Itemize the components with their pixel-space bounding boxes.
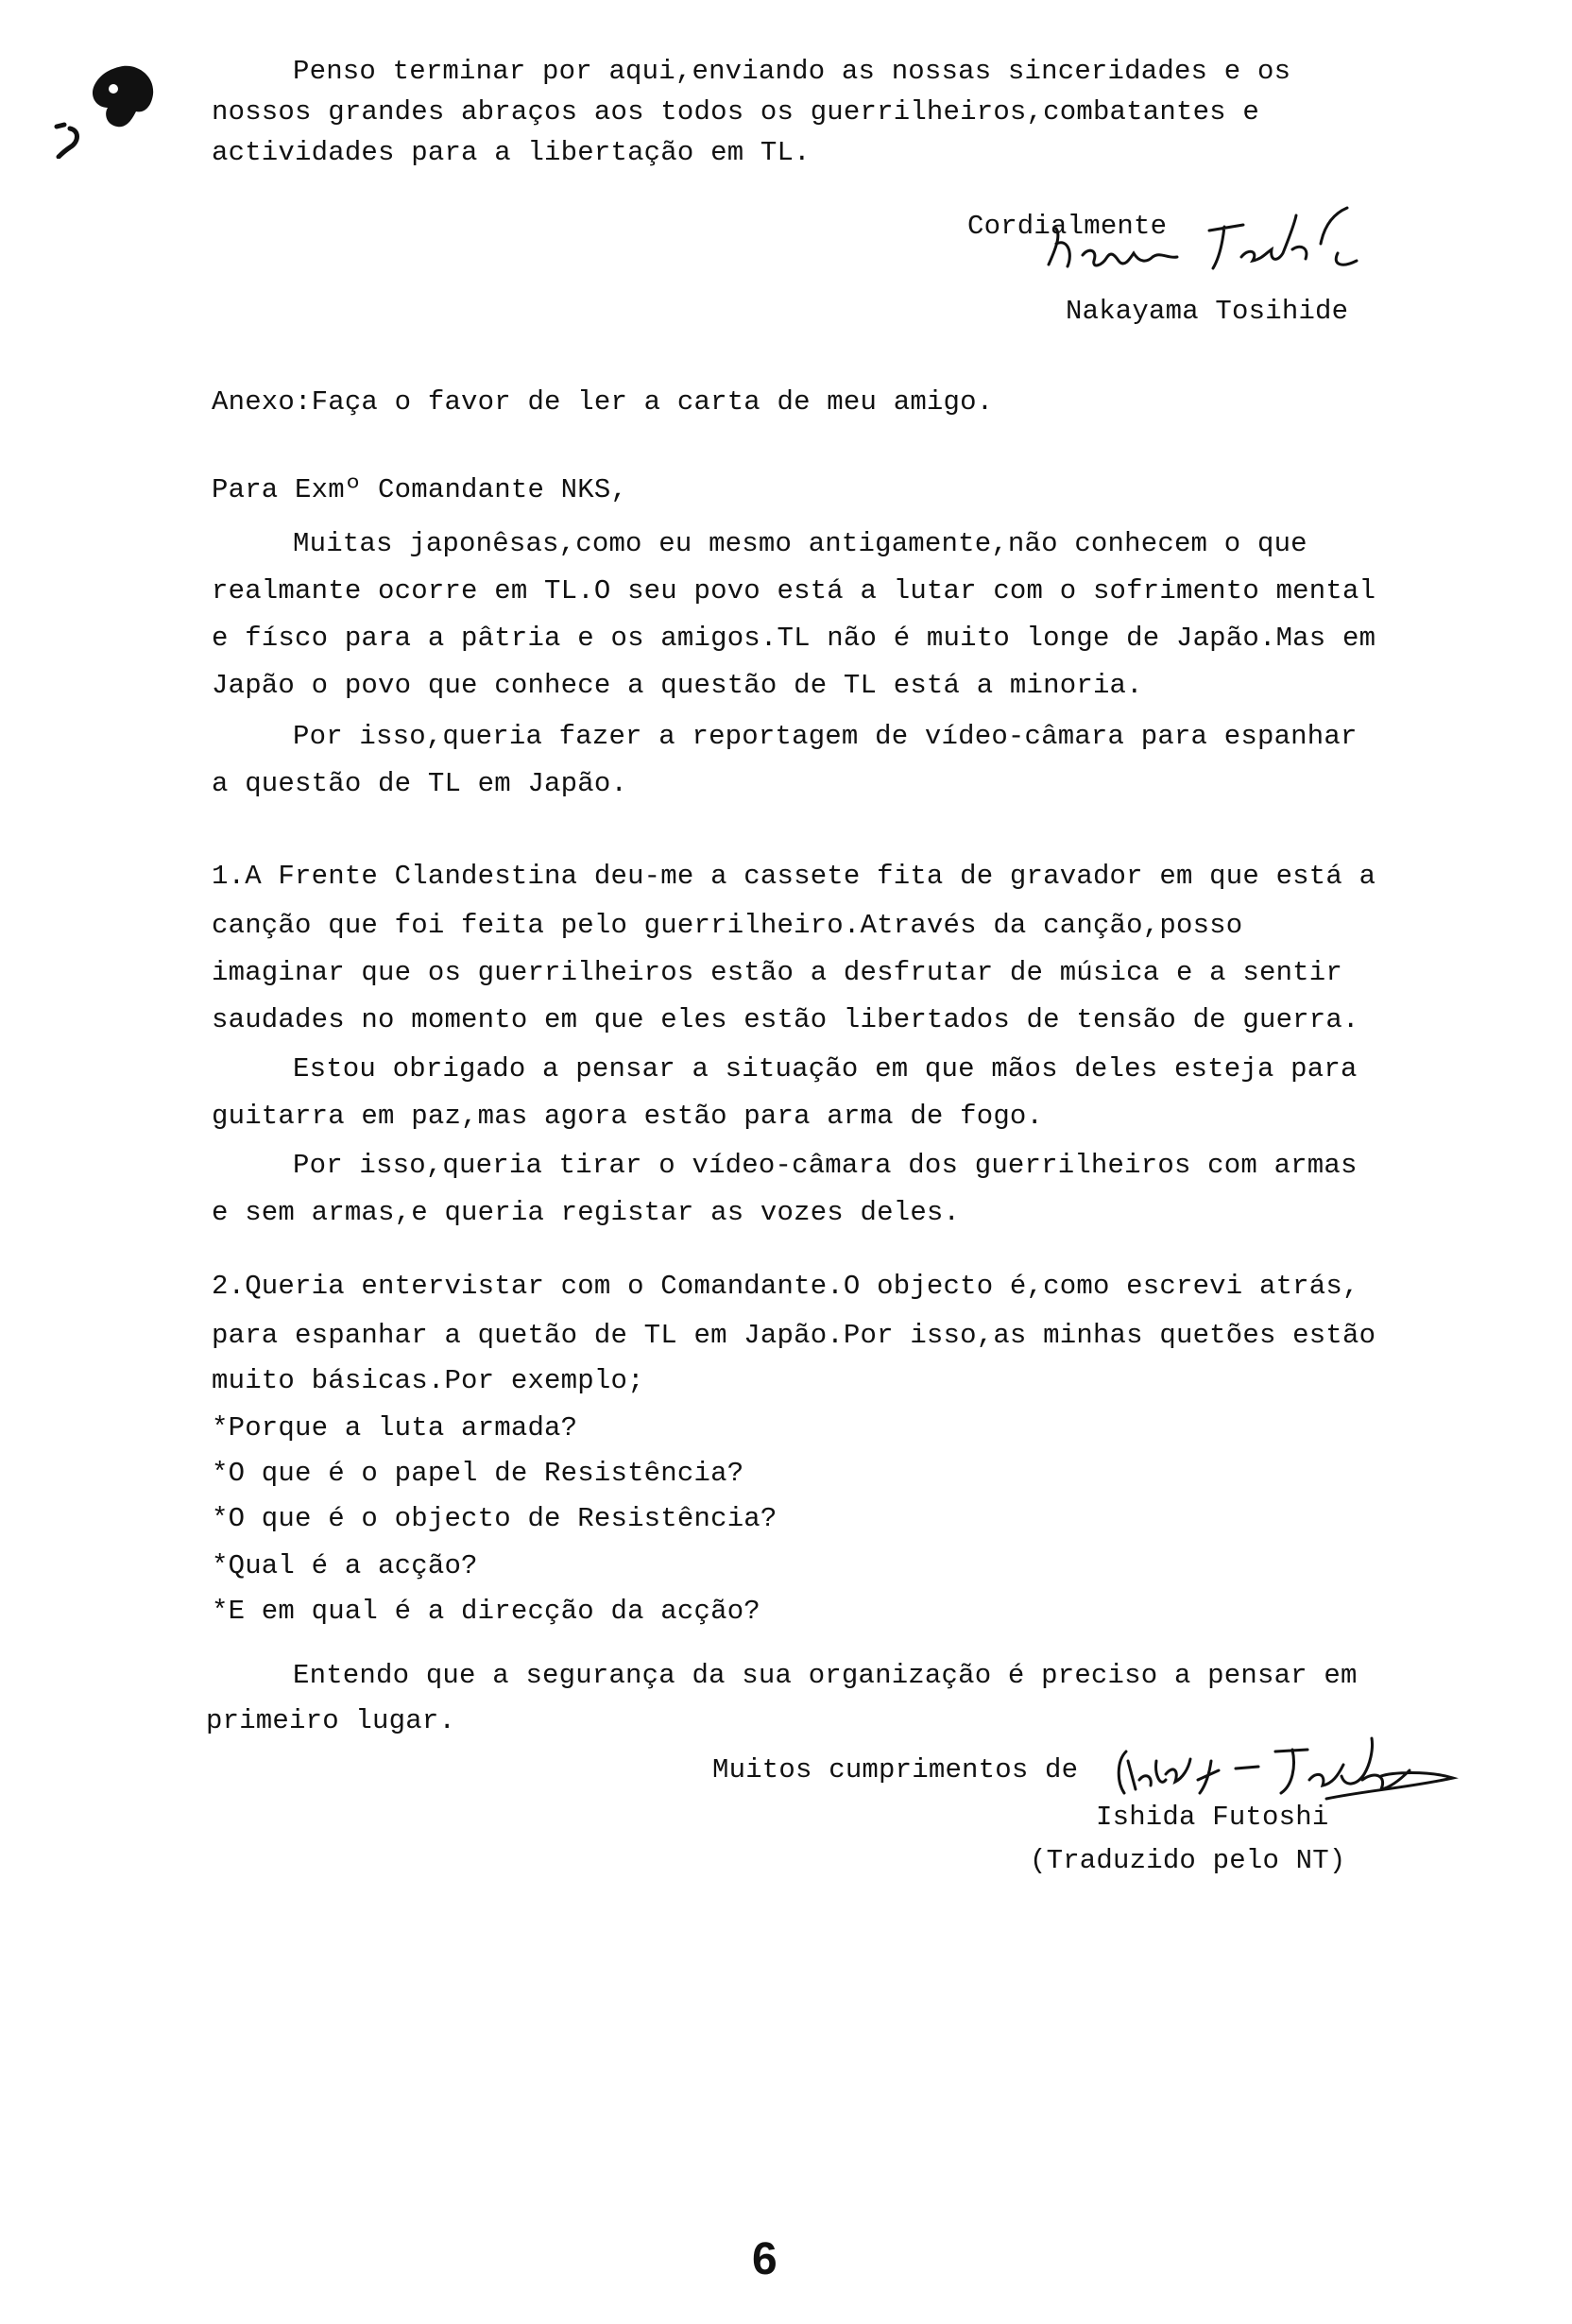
letter2-salutation: Muitos cumprimentos de <box>712 1754 1079 1786</box>
ink-mark-icon <box>51 121 85 159</box>
letter1-closing-line-2: nossos grandes abraços aos todos os guerrilheiros,combatantes e <box>212 96 1259 128</box>
page-number: 6 <box>752 2234 777 2284</box>
letter1-closing-line-1: Penso terminar por aqui,enviando as nossas sinceridades e os <box>293 56 1291 87</box>
point2-line-2: para espanhar a quetão de TL em Japão.Por isso,as minhas quetões estão <box>212 1320 1376 1351</box>
point1-line-4: saudades no momento em que eles estão libertados de tensão de guerra. <box>212 1004 1359 1035</box>
intro-p2-line-2: a questão de TL em Japão. <box>212 768 628 799</box>
point1c-line-2: e sem armas,e queria registar as vozes deles. <box>212 1197 961 1228</box>
intro-p1-line-4: Japão o povo que conhece a questão de TL está a minoria. <box>212 670 1143 701</box>
letter1-signature-name: Nakayama Tosihide <box>1066 296 1349 327</box>
question-4: *Qual é a acção? <box>212 1550 478 1581</box>
handwritten-signature-nakayama <box>1039 206 1379 291</box>
question-1: *Porque a luta armada? <box>212 1412 578 1444</box>
point2-line-3: muito básicas.Por exemplo; <box>212 1365 644 1396</box>
point1-line-1: 1.A Frente Clandestina deu-me a cassete fita de gravador em que está a <box>212 861 1376 892</box>
letter1-closing-line-3: actividades para a libertação em TL. <box>212 137 811 168</box>
point1b-line-1: Estou obrigado a pensar a situação em que mãos deles esteja para <box>293 1053 1358 1085</box>
question-3: *O que é o objecto de Resistência? <box>212 1503 777 1534</box>
point1-line-2: canção que foi feita pelo guerrilheiro.Através da canção,posso <box>212 910 1243 941</box>
annex-line: Anexo:Faça o favor de ler a carta de meu amigo. <box>212 386 994 418</box>
intro-p1-line-1: Muitas japonêsas,como eu mesmo antigamente,não conhecem o que <box>293 528 1307 559</box>
point1b-line-2: guitarra em paz,mas agora estão para arma de fogo. <box>212 1101 1044 1132</box>
intro-p1-line-2: realmante ocorre em TL.O seu povo está a lutar com o sofrimento mental <box>212 575 1376 607</box>
ink-blot-icon <box>85 60 159 134</box>
point1-line-3: imaginar que os guerrilheiros estão a desfrutar de música e a sentir <box>212 957 1342 988</box>
closing-line-2: primeiro lugar. <box>206 1705 456 1736</box>
question-5: *E em qual é a direcção da acção? <box>212 1596 760 1627</box>
letter2-signature-name: Ishida Futoshi <box>1096 1802 1329 1833</box>
translator-note: (Traduzido pelo NT) <box>1030 1845 1346 1876</box>
handwritten-signature-ishida <box>1107 1733 1466 1808</box>
question-2: *O que é o papel de Resistência? <box>212 1458 744 1489</box>
intro-p1-line-3: e físco para a pâtria e os amigos.TL não é muito longe de Japão.Mas em <box>212 623 1376 654</box>
point1c-line-1: Por isso,queria tirar o vídeo-câmara dos guerrilheiros com armas <box>293 1150 1358 1181</box>
closing-line-1: Entendo que a segurança da sua organização é preciso a pensar em <box>293 1660 1358 1691</box>
letter1-salutation: Cordialmente <box>967 211 1168 242</box>
letter2-greeting: Para Exmº Comandante NKS, <box>212 474 628 505</box>
intro-p2-line-1: Por isso,queria fazer a reportagem de vídeo-câmara para espanhar <box>293 721 1358 752</box>
point2-line-1: 2.Queria entervistar com o Comandante.O objecto é,como escrevi atrás, <box>212 1271 1359 1302</box>
